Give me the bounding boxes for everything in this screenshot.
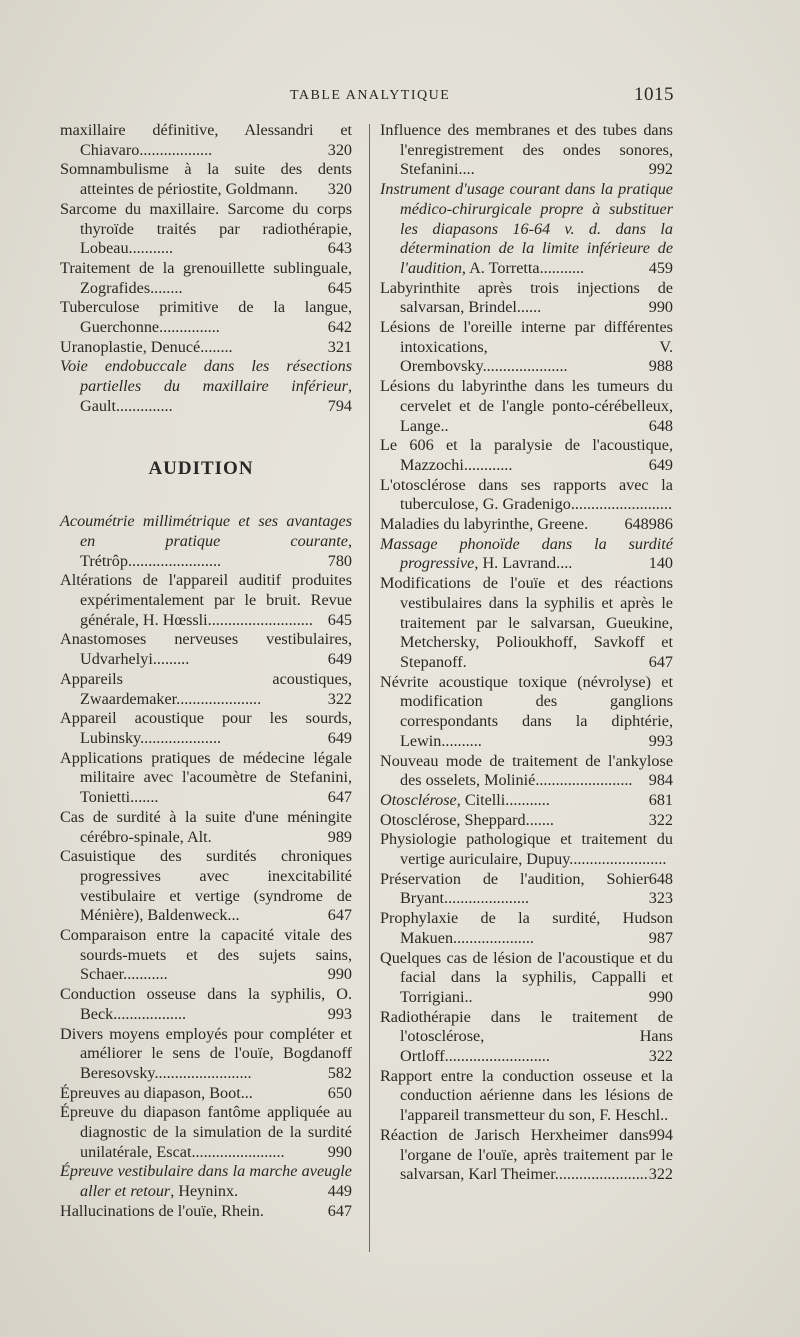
entry-page-number: 648 — [624, 515, 649, 534]
entry-text: Quelques cas de lésion de l'acoustique et du facial dans la syphilis, Cappalli et Torrigiani.. — [380, 948, 673, 1006]
index-entry — [60, 630, 352, 669]
entry-title-italic: Instrument d'usage courant dans la pratique médico-chirurgicale propre à substituer les diapasons 16-64 v. d. dans la détermination de la limite inférieure de l'audition — [380, 180, 673, 277]
entry-page-number: 990 — [648, 987, 673, 1006]
index-entry — [60, 670, 352, 709]
entry-page-number: 459 — [648, 258, 673, 277]
index-entry — [380, 515, 673, 535]
entry-text: Névrite acoustique toxique (névrolyse) et modification des ganglions correspondants dans la diphtérie, Lewin.......... — [380, 672, 673, 750]
entry-text: Uranoplastie, Denucé........ — [60, 337, 233, 356]
entry-page-number: 322 — [648, 1047, 673, 1066]
entry-text: Influence des membranes et des tubes dans l'enregistrement des ondes sonores, Stefanini.... — [380, 121, 673, 179]
entry-page-number: 649 — [648, 455, 673, 474]
index-entry — [380, 377, 673, 436]
entry-page-number: 993 — [648, 731, 673, 750]
index-entry — [60, 160, 352, 199]
index-entry — [380, 180, 673, 279]
entry-text: Radiothérapie dans le traitement de l'otosclérose, Hans Ortloff.......................... — [380, 1007, 673, 1066]
right-entries — [380, 121, 673, 1185]
entry-page-number: 648 — [648, 869, 673, 888]
index-entry — [380, 811, 673, 831]
entry-text: Épreuve du diapason fantôme appliquée au diagnostic de la simulation de la surdité unilatérale, Escat....................... — [60, 1103, 352, 1161]
entry-page-number: 645 — [327, 610, 352, 629]
entry-text: Applications pratiques de médecine légale militaire avec l'acoumètre de Stefanini, Tonietti....... — [60, 748, 352, 807]
index-entry — [380, 279, 673, 318]
entry-text: Maladies du labyrinthe, Greene. — [380, 515, 589, 534]
entry-page-number: 990 — [648, 298, 673, 317]
index-entry — [60, 847, 352, 926]
left-entries-before — [60, 121, 352, 417]
entry-text: Lésions de l'oreille interne par différentes intoxications, V. Orembovsky..................... — [380, 318, 673, 376]
entry-text: , Gault.............. — [80, 377, 352, 415]
index-entry — [60, 1162, 352, 1201]
entry-text: , A. Torretta........... — [461, 258, 585, 277]
entry-text: Appareils acoustiques, Zwaardemaker..................... — [60, 669, 352, 708]
entry-text: Le 606 et la paralysie de l'acoustique, Mazzochi............ — [380, 436, 673, 474]
index-entry — [380, 752, 673, 791]
entry-text: , Trétrôp....................... — [80, 531, 352, 570]
entry-text: Prophylaxie de la surdité, Hudson Makuen.................... — [380, 909, 673, 947]
entry-page-number: 322 — [648, 810, 673, 829]
entry-text: maxillaire définitive, Alessandri et Chiavaro.................. — [60, 121, 352, 159]
entry-page-number: 321 — [327, 337, 352, 356]
entry-text: , Heyninx. — [170, 1182, 239, 1201]
entry-page-number: 988 — [648, 357, 673, 376]
entry-text: Conduction osseuse dans la syphilis, O. Beck.................. — [60, 985, 352, 1023]
entry-page-number: 649 — [327, 650, 352, 669]
index-entry — [60, 259, 352, 298]
entry-text: Hallucinations de l'ouïe, Rhein. — [60, 1201, 264, 1220]
right-column — [380, 121, 673, 1185]
index-entry — [60, 1025, 352, 1084]
entry-text: Appareil acoustique pour les sourds, Lubinsky.................... — [60, 709, 352, 747]
entry-title-italic: Otosclérose — [380, 790, 457, 809]
entry-page-number: 992 — [648, 160, 673, 179]
entry-text: Anastomoses nerveuses vestibulaires, Udvarhelyi......... — [60, 630, 352, 669]
index-entry — [60, 1103, 352, 1162]
index-entry — [380, 121, 673, 180]
entry-page-number: 993 — [327, 1004, 352, 1023]
index-entry — [380, 574, 673, 673]
entry-text: Comparaison entre la capacité vitale des sourds-muets et des sujets sains, Schaer........... — [60, 926, 352, 984]
entry-text: Divers moyens employés pour compléter et améliorer le sens de l'ouïe, Bogdanoff Beresovsky........................ — [60, 1024, 352, 1082]
left-column — [60, 121, 352, 1222]
entry-page-number: 647 — [327, 906, 352, 925]
entry-text: Réaction de Jarisch Herxheimer dans l'organe de l'ouïe, après traitement par le salvarsan, Karl Theimer....................... — [380, 1125, 673, 1184]
entry-title-italic: Voie endobuccale dans les résections partielles du maxillaire inférieur — [60, 357, 352, 396]
entry-text: Rapport entre la conduction osseuse et la conduction aérienne dans les lésions de l'appareil transmetteur du son, F. Heschl.. — [380, 1066, 673, 1125]
index-entry — [380, 535, 673, 574]
entry-text: Lésions du labyrinthe dans les tumeurs du cervelet et de l'angle ponto-cérébelleux, Lange.. — [380, 377, 673, 435]
index-entry — [380, 318, 673, 377]
entry-text: Altérations de l'appareil auditif produites expérimentalement par le bruit. Revue générale, H. Hœssli.......................... — [60, 571, 352, 629]
index-entry — [60, 121, 352, 160]
entry-text: Casuistique des surdités chroniques progressives avec inexcitabilité vestibulaire et vertige (syndrome de Ménière), Baldenweck... — [60, 847, 352, 925]
entry-page-number: 987 — [648, 928, 673, 947]
entry-page-number: 989 — [327, 827, 352, 846]
index-entry — [60, 1202, 352, 1222]
entry-text: Labyrinthite après trois injections de salvarsan, Brindel...... — [380, 278, 673, 317]
entry-text: Somnambulisme à la suite des dents atteintes de périostite, Goldmann. — [60, 160, 352, 199]
index-entry — [60, 512, 352, 571]
entry-page-number: 582 — [327, 1063, 352, 1082]
index-entry — [60, 709, 352, 748]
entry-title-italic: Épreuve vestibulaire dans la marche aveugle aller et retour — [60, 1162, 352, 1201]
index-entry — [380, 436, 673, 475]
page-number: 1015 — [634, 84, 674, 105]
entry-page-number: 322 — [648, 1165, 673, 1184]
entry-title-italic: Massage phonoïde dans la surdité progressive — [380, 534, 673, 573]
entry-page-number: 320 — [327, 140, 352, 159]
index-entry — [60, 808, 352, 847]
entry-text: L'otosclérose dans ses rapports avec la tuberculose, G. Gradenigo......................... — [380, 475, 673, 514]
entry-page-number: 990 — [327, 965, 352, 984]
entry-page-number: 645 — [327, 278, 352, 297]
index-entry — [380, 870, 673, 909]
index-entry — [60, 357, 352, 416]
column-divider — [369, 124, 370, 1252]
page-header — [0, 84, 800, 114]
entry-page-number: 647 — [648, 652, 673, 671]
entry-page-number: 140 — [648, 554, 673, 573]
entry-text: Otosclérose, Sheppard....... — [380, 810, 554, 829]
index-entry — [60, 571, 352, 630]
section-title: AUDITION — [148, 457, 254, 479]
entry-page-number: 780 — [327, 551, 352, 570]
index-entry — [60, 985, 352, 1024]
entry-text: Préservation de l'audition, Sohier Bryant..................... — [380, 869, 649, 908]
index-entry — [60, 1084, 352, 1104]
entry-page-number: 642 — [327, 318, 352, 337]
index-entry — [60, 749, 352, 808]
running-title: TABLE ANALYTIQUE — [290, 88, 451, 103]
entry-page-number: 323 — [648, 889, 673, 908]
entry-page-number: 994 — [648, 1125, 673, 1144]
index-entry — [60, 926, 352, 985]
entry-page-number: 322 — [327, 689, 352, 708]
entry-page-number: 649 — [327, 728, 352, 747]
entry-page-number: 650 — [327, 1083, 352, 1102]
entry-page-number: 643 — [327, 239, 352, 258]
index-entry — [380, 1126, 673, 1185]
entry-title-italic: Acoumétrie millimétrique et ses avantages en pratique courante — [60, 512, 352, 550]
entry-page-number: 794 — [327, 396, 352, 415]
entry-page-number: 449 — [327, 1182, 352, 1201]
entry-text: Épreuves au diapason, Boot... — [60, 1083, 253, 1102]
entry-page-number: 984 — [648, 771, 673, 790]
entry-page-number: 986 — [648, 515, 673, 534]
entry-text: Tuberculose primitive de la langue, Guerchonne............... — [60, 298, 352, 337]
index-entry — [60, 338, 352, 358]
entry-text: , Citelli........... — [456, 790, 550, 809]
entry-text: , H. Lavrand.... — [474, 554, 573, 573]
index-entry — [380, 830, 673, 888]
entry-text: Traitement de la grenouillette sublinguale, Zografides........ — [60, 258, 352, 297]
entry-text: Sarcome du maxillaire. Sarcome du corps thyroïde traités par radiothérapie, Lobeau........... — [60, 199, 352, 258]
entry-text: Nouveau mode de traitement de l'ankylose des osselets, Molinié........................ — [380, 751, 673, 790]
index-entry — [380, 673, 673, 752]
left-entries-after — [60, 512, 352, 1221]
index-entry — [380, 1008, 673, 1067]
entry-page-number: 648 — [648, 416, 673, 435]
entry-text: Cas de surdité à la suite d'une méningite cérébro-spinale, Alt. — [60, 807, 352, 846]
entry-page-number: 647 — [327, 788, 352, 807]
entry-page-number: 320 — [327, 180, 352, 199]
index-entry — [60, 298, 352, 337]
index-entry — [380, 909, 673, 948]
entry-page-number: 990 — [327, 1142, 352, 1161]
entry-page-number: 647 — [327, 1201, 352, 1220]
entry-text: Physiologie pathologique et traitement du vertige auriculaire, Dupuy........................ — [380, 830, 673, 869]
entry-page-number: 681 — [648, 790, 673, 809]
index-entry — [380, 791, 673, 811]
index-entry — [380, 1066, 673, 1144]
entry-text: Modifications de l'ouïe et des réactions vestibulaires dans la syphilis et après le traitement par le salvarsan, Gueukine, Metchersky, Polioukhoff, Savkoff et Stepanoff. — [380, 574, 673, 671]
index-entry — [60, 200, 352, 259]
index-entry — [380, 949, 673, 1008]
